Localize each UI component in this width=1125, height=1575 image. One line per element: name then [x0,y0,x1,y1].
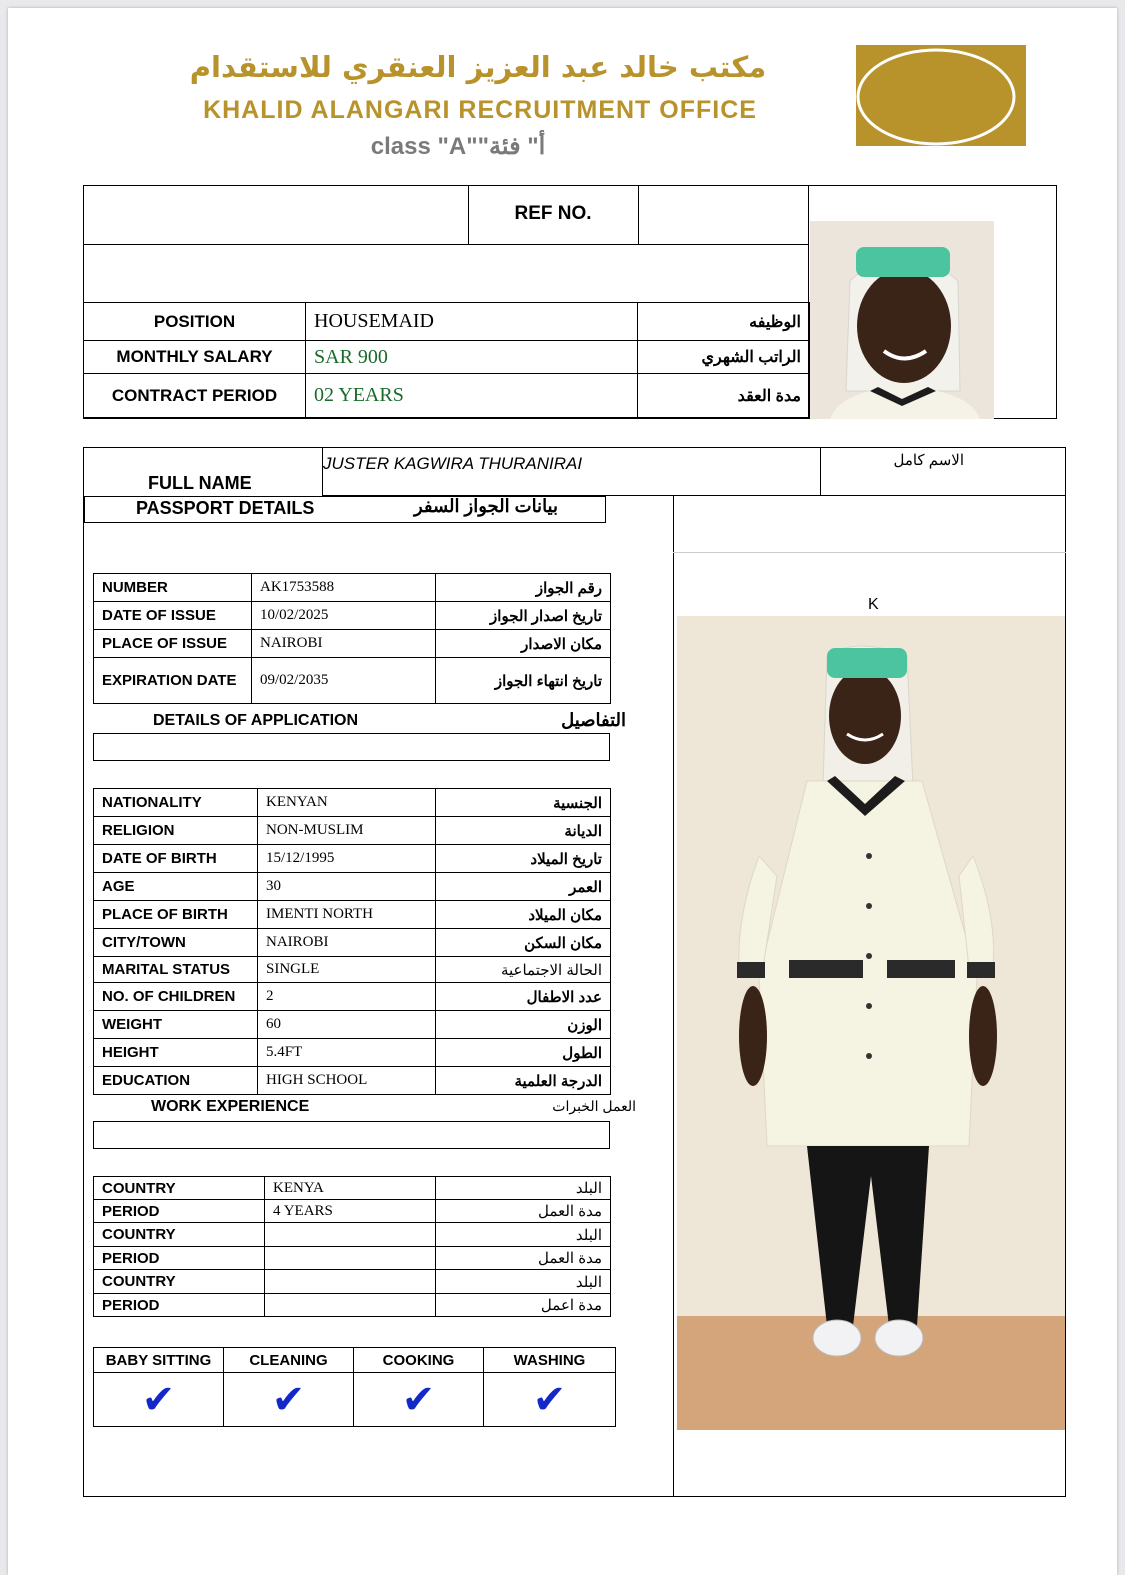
religion-label-arabic: الديانة [436,817,611,845]
place-of-birth-value: IMENTI NORTH [258,901,436,929]
position-label-arabic: الوظيفه [638,303,810,341]
date-of-birth-value: 15/12/1995 [258,845,436,873]
application-heading-arabic: التفاصيل [561,710,626,730]
weight-label: WEIGHT [94,1011,258,1039]
place-of-birth-label: PLACE OF BIRTH [94,901,258,929]
experience-period-3-label-arabic: مدة اعمل [436,1294,611,1317]
education-label-arabic: الدرجة العلمية [436,1067,611,1095]
expiration-date-value: 09/02/2035 [252,658,436,704]
portrait-photo [810,221,994,419]
issue-place-label-arabic: مكان الاصدار [436,630,611,658]
place-of-birth-label-arabic: مكان الميلاد [436,901,611,929]
photo-caption: K [868,596,879,613]
age-value: 30 [258,873,436,901]
skills-table [93,1347,616,1427]
expiration-date-label: EXPIRATION DATE [94,658,252,704]
office-class-label: class "A""أ" فئة [370,133,546,160]
religion-label: RELIGION [94,817,258,845]
experience-country-1-label-arabic: البلد [436,1177,611,1200]
cv-document [8,8,1117,1575]
marital-status-value: SINGLE [258,957,436,983]
full-name-label: FULL NAME [148,473,252,493]
skill-cleaning-check-icon: ✔ [224,1373,354,1427]
experience-country-2-label: COUNTRY [94,1223,265,1247]
experience-country-2-value [265,1223,436,1247]
date-of-birth-label: DATE OF BIRTH [94,845,258,873]
experience-blank-box [93,1121,610,1149]
nationality-value: KENYAN [258,789,436,817]
height-label-arabic: الطول [436,1039,611,1067]
skill-baby-sitting-check-icon: ✔ [94,1373,224,1427]
experience-country-1-label: COUNTRY [94,1177,265,1200]
passport-heading: PASSPORT DETAILS [136,498,315,518]
experience-table [93,1176,611,1317]
religion-value: NON-MUSLIM [258,817,436,845]
issue-date-label-arabic: تاريخ اصدار الجواز [436,602,611,630]
city-town-value: NAIROBI [258,929,436,957]
expiration-date-label-arabic: تاريخ انتهاء الجواز [436,658,611,704]
salary-label-arabic: الراتب الشهري [638,341,810,374]
ref-no-label: REF NO. [514,203,592,224]
position-value: HOUSEMAID [306,303,638,341]
passport-number-value: AK1753588 [252,574,436,602]
children-label-arabic: عدد الاطفال [436,983,611,1011]
skill-cleaning-label: CLEANING [224,1348,354,1373]
marital-status-label-arabic: الحالة الاجتماعية [436,957,611,983]
age-label: AGE [94,873,258,901]
full-body-photo [677,616,1065,1430]
weight-label-arabic: الوزن [436,1011,611,1039]
office-title-arabic: مكتب خالد عبد العزيز العنقري للاستقدام [189,50,767,84]
experience-heading-arabic: العمل الخبرات [552,1098,636,1114]
experience-period-3-value [265,1294,436,1317]
full-name-value: JUSTER KAGWIRA THURANIRAI [323,454,583,473]
marital-status-label: MARITAL STATUS [94,957,258,983]
issue-date-label: DATE OF ISSUE [94,602,252,630]
application-heading: DETAILS OF APPLICATION [153,712,359,729]
nationality-label: NATIONALITY [94,789,258,817]
office-logo [856,45,1026,146]
application-table [93,788,611,1095]
height-value: 5.4FT [258,1039,436,1067]
experience-period-2-label-arabic: مدة العمل [436,1247,611,1270]
experience-country-2-label-arabic: البلد [436,1223,611,1247]
full-name-label-arabic: الاسم كامل [893,452,964,469]
children-value: 2 [258,983,436,1011]
city-town-label-arabic: مكان السكن [436,929,611,957]
skill-baby-sitting-label: BABY SITTING [94,1348,224,1373]
salary-label: MONTHLY SALARY [84,341,306,374]
contract-period-value: 02 YEARS [306,374,638,418]
passport-number-label: NUMBER [94,574,252,602]
experience-period-1-label: PERIOD [94,1200,265,1223]
office-title-english: KHALID ALANGARI RECRUITMENT OFFICE [203,96,757,124]
experience-country-3-label: COUNTRY [94,1270,265,1294]
education-value: HIGH SCHOOL [258,1067,436,1095]
education-label: EDUCATION [94,1067,258,1095]
experience-period-2-label: PERIOD [94,1247,265,1270]
experience-country-3-label-arabic: البلد [436,1270,611,1294]
passport-number-label-arabic: رقم الجواز [436,574,611,602]
issue-place-label: PLACE OF ISSUE [94,630,252,658]
children-label: NO. OF CHILDREN [94,983,258,1011]
issue-date-value: 10/02/2025 [252,602,436,630]
skill-cooking-label: COOKING [354,1348,484,1373]
experience-period-1-label-arabic: مدة العمل [436,1200,611,1223]
passport-table [93,573,611,704]
experience-country-3-value [265,1270,436,1294]
contract-period-label-arabic: مدة العقد [638,374,810,418]
passport-heading-arabic: بيانات الجواز السفر [413,496,558,516]
skill-washing-check-icon: ✔ [484,1373,616,1427]
city-town-label: CITY/TOWN [94,929,258,957]
date-of-birth-label-arabic: تاريخ الميلاد [436,845,611,873]
job-table [83,302,810,418]
contract-period-label: CONTRACT PERIOD [84,374,306,418]
experience-period-3-label: PERIOD [94,1294,265,1317]
weight-value: 60 [258,1011,436,1039]
issue-place-value: NAIROBI [252,630,436,658]
experience-country-1-value: KENYA [265,1177,436,1200]
experience-period-2-value [265,1247,436,1270]
height-label: HEIGHT [94,1039,258,1067]
age-label-arabic: العمر [436,873,611,901]
experience-heading: WORK EXPERIENCE [151,1098,310,1115]
experience-period-1-value: 4 YEARS [265,1200,436,1223]
skill-washing-label: WASHING [484,1348,616,1373]
skill-cooking-check-icon: ✔ [354,1373,484,1427]
application-blank-box [93,733,610,761]
nationality-label-arabic: الجنسية [436,789,611,817]
salary-value: SAR 900 [306,341,638,374]
position-label: POSITION [84,303,306,341]
